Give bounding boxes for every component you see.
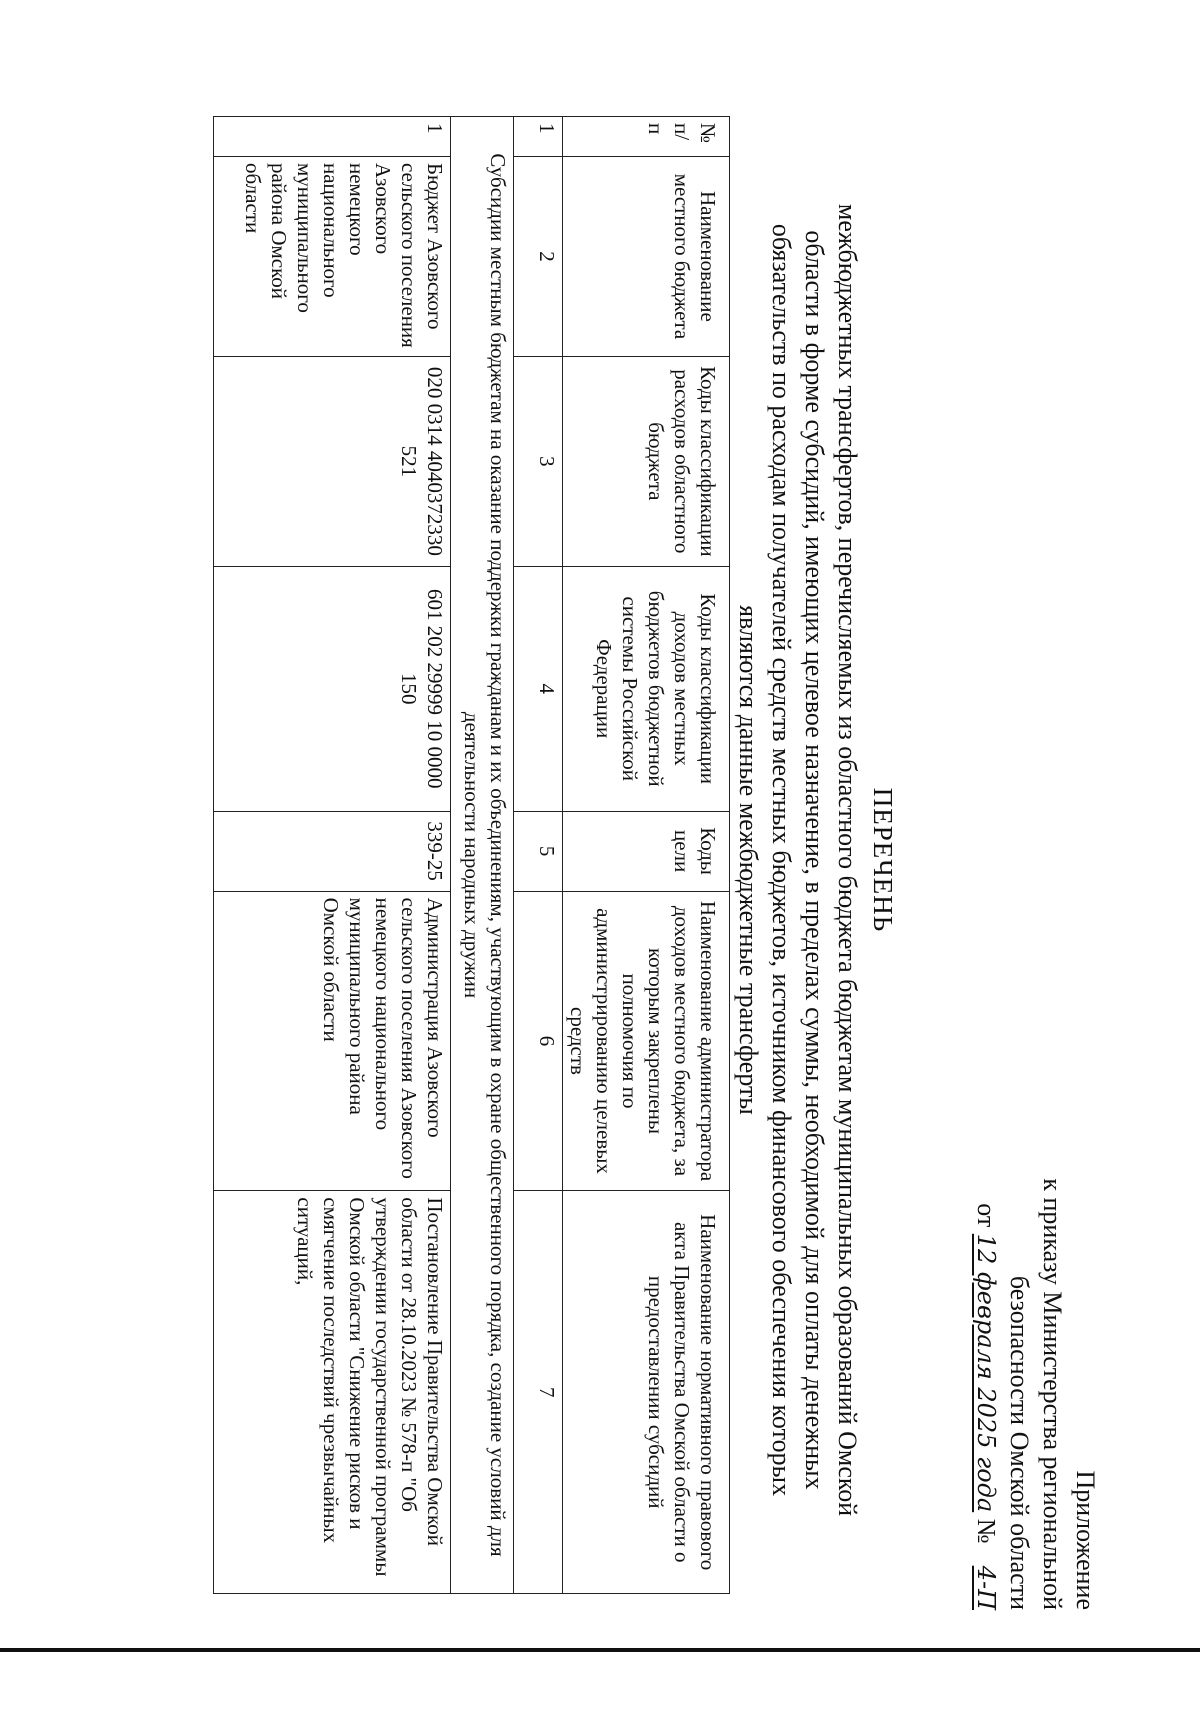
income-code-cell: 601 202 29999 10 0000 150 bbox=[214, 566, 451, 811]
section-heading: Субсидии местным бюджетам на оказание поддержки гражданам и их объединениям, участвующим в охране общественного порядка, создание условий для деятельности народных дружин bbox=[451, 117, 514, 1594]
handwritten-number: 4-П bbox=[972, 1565, 1000, 1610]
header-cell: Наименование администратора доходов местного бюджета, за которым закреплены полномочия по администрированию целевых средств bbox=[563, 891, 730, 1191]
table-row bbox=[214, 117, 451, 1594]
column-number-cell: 5 bbox=[514, 811, 563, 891]
appendix-date-line bbox=[969, 1010, 1003, 1610]
row-number: 1 bbox=[214, 117, 451, 157]
column-number-cell: 2 bbox=[514, 156, 563, 356]
header-cell: Наименование местного бюджета bbox=[563, 156, 730, 356]
appendix-authority-line: безопасности Омской области bbox=[1005, 1275, 1034, 1610]
expense-code-cell: 020 0314 4040372330 521 bbox=[214, 356, 451, 566]
header-cell: Коды классификации доходов местных бюджетов бюджетной системы Российской Федерации bbox=[563, 566, 730, 811]
column-number-cell: 4 bbox=[514, 566, 563, 811]
appendix-block bbox=[969, 1010, 1102, 1610]
appendix-from-label: от bbox=[972, 1203, 1001, 1228]
appendix-number-label: № bbox=[972, 1518, 1001, 1544]
header-cell: Коды классификации расходов областного бюджета bbox=[563, 356, 730, 566]
handwritten-date: 12 февраля 2025 года bbox=[972, 1233, 1000, 1513]
target-code-cell: 339-25 bbox=[214, 811, 451, 891]
administrator-cell: Администрация Азовского сельского поселения Азовского немецкого национального муниципального района Омской области bbox=[214, 891, 451, 1191]
document-subtitle: межбюджетных трансфертов, перечисляемых из областного бюджета бюджетам муниципальных образований Омской области в форме субсидий, имеющих целевое назначение, в пределах суммы, необходимой для оплаты денежных обязательств по расходам получателей средств местных бюджетов, источником финансового обеспечения которых являются данные межбюджетные трансферты bbox=[734, 203, 862, 1517]
appendix-title: Приложение bbox=[1071, 1470, 1100, 1610]
budget-name-cell: Бюджет Азовского сельского поселения Азовского немецкого национального муниципального района Омской области bbox=[214, 156, 451, 356]
column-number-cell: 6 bbox=[514, 891, 563, 1191]
column-number-cell: 3 bbox=[514, 356, 563, 566]
appendix-order-line: к приказу Министерства региональной bbox=[1038, 1178, 1067, 1610]
header-cell: Наименование нормативного правового акта Правительства Омской области о предоставлении субсидий bbox=[563, 1191, 730, 1594]
table-header-row bbox=[563, 117, 730, 1594]
header-cell: № п/п bbox=[563, 117, 730, 157]
column-number-cell: 7 bbox=[514, 1191, 563, 1594]
transfers-table bbox=[213, 116, 730, 1594]
header-cell: Коды цели bbox=[563, 811, 730, 891]
section-heading-row bbox=[451, 117, 514, 1594]
document-title: ПЕРЕЧЕНЬ bbox=[868, 787, 898, 933]
legal-act-cell: Постановление Правительства Омской области от 28.10.2023 № 578-п "Об утверждении государственной программы Омской области "Снижение рисков и смягчение последствий чрезвычайных ситуаций, bbox=[214, 1191, 451, 1594]
page-edge-rule bbox=[0, 1648, 1200, 1652]
column-number-cell: 1 bbox=[514, 117, 563, 157]
column-number-row bbox=[514, 117, 563, 1594]
